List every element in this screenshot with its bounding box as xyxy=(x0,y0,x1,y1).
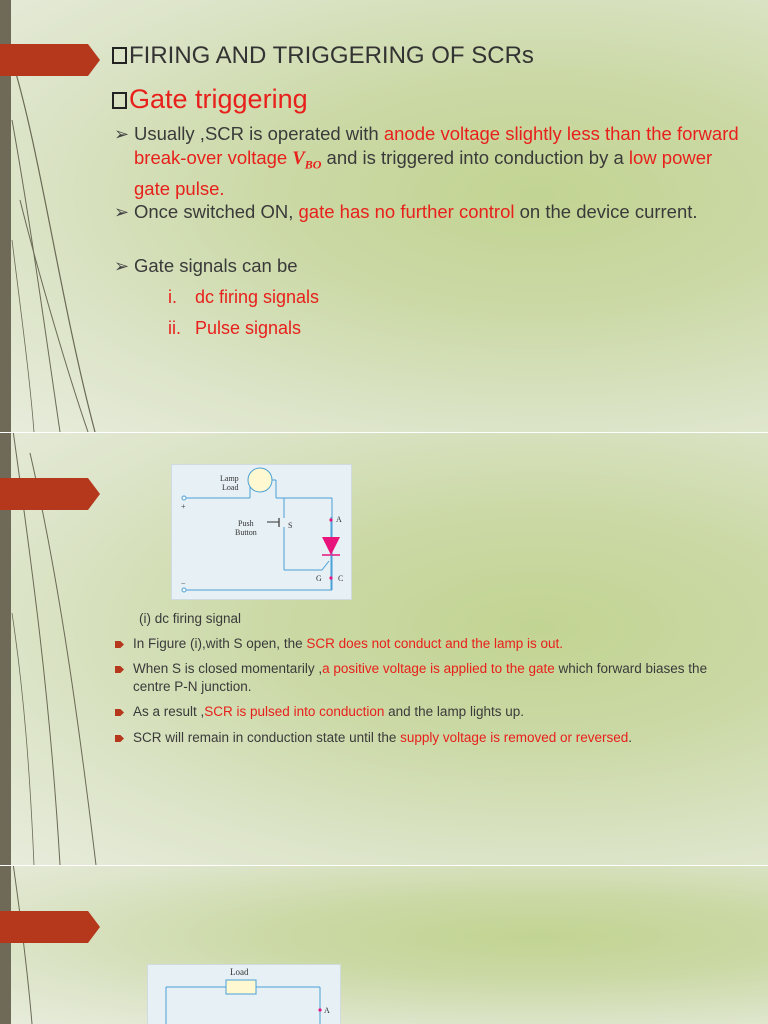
slide-title: FIRING AND TRIGGERING OF SCRs xyxy=(112,42,534,70)
figure-caption: (i) dc firing signal xyxy=(139,611,242,626)
load-label: Load xyxy=(230,967,249,977)
slide-subtitle: Gate triggering xyxy=(112,84,308,115)
plus-label: + xyxy=(181,502,186,511)
list-item: dc firing signals xyxy=(195,287,320,307)
s-label: S xyxy=(288,521,293,530)
anode-label: A xyxy=(324,1006,330,1015)
gate-label: G xyxy=(316,574,322,583)
slide-1 xyxy=(0,0,768,432)
push-label: Push xyxy=(238,519,254,528)
circuit-diagram xyxy=(148,965,340,1024)
dc-firing-circuit-figure xyxy=(171,464,352,600)
load-label: Load xyxy=(222,483,239,492)
anode-label: A xyxy=(336,515,342,524)
list-item: Pulse signals xyxy=(195,318,302,338)
checkbox-bullet-icon xyxy=(112,92,127,109)
minus-label: − xyxy=(181,579,186,588)
button-label: Button xyxy=(235,528,257,537)
list-number: i. xyxy=(168,287,177,307)
circuit-figure-2 xyxy=(147,964,341,1024)
bullet-3: Gate signals can be xyxy=(134,255,298,276)
bullet-1: Usually ,SCR is operated with anode voltage slightly less than the forward break-over voltage $V_{BO}$ and is triggered into conduction by a low power gate pulse. xyxy=(134,123,739,199)
para-3: As a result ,SCR is pulsed into conduction and the lamp lights up. xyxy=(133,704,524,719)
para-1: In Figure (i),with S open, the SCR does not conduct and the lamp is out. xyxy=(133,636,563,651)
cathode-label: C xyxy=(338,574,344,583)
slide-2 xyxy=(0,433,768,865)
para-4: SCR will remain in conduction state until the supply voltage is removed or reversed. xyxy=(133,730,633,745)
list-number: ii. xyxy=(168,318,181,338)
decorative-curves xyxy=(0,866,130,1024)
lamp-label: Lamp xyxy=(220,474,239,483)
para-2: When S is closed momentarily ,a positive voltage is applied to the gate which forward biases the centre P-N junction. xyxy=(133,661,708,694)
arrow-bullet-icon: ➢ xyxy=(114,202,130,222)
slide-3 xyxy=(0,866,768,1024)
title-arrow-marker xyxy=(0,44,100,76)
circuit-diagram xyxy=(172,465,351,599)
bullet-2: Once switched ON, gate has no further control on the device current. xyxy=(134,201,698,222)
title-arrow-marker xyxy=(0,911,100,943)
checkbox-bullet-icon xyxy=(112,47,127,64)
arrow-bullet-icon: ➢ xyxy=(114,124,130,144)
title-arrow-marker xyxy=(0,478,100,510)
arrow-bullet-icon: ➢ xyxy=(114,256,130,276)
